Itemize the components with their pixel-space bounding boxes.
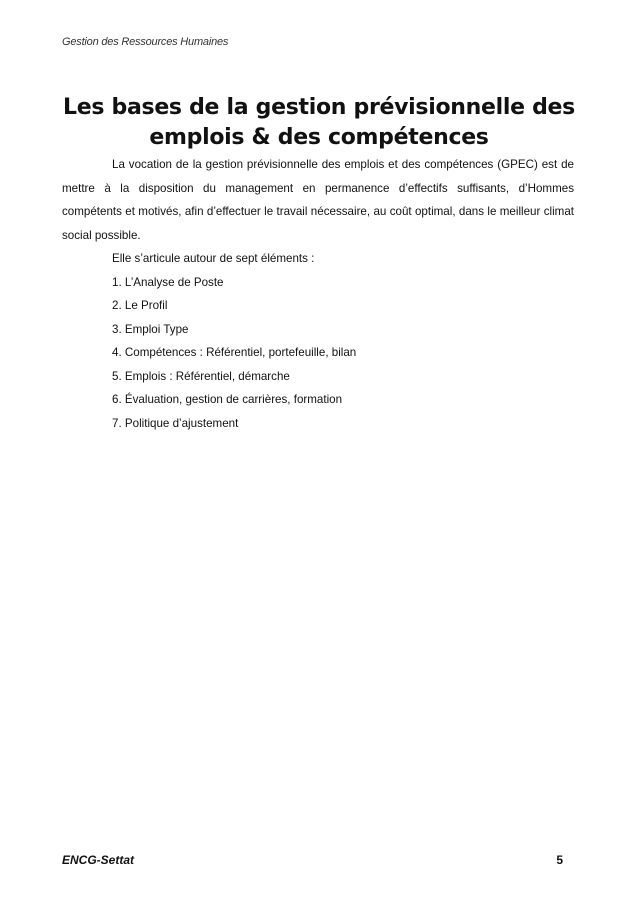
list-item: 1. L’Analyse de Poste xyxy=(112,275,224,289)
list-item: 2. Le Profil xyxy=(112,299,168,312)
page-number: 5 xyxy=(556,853,563,867)
running-header: Gestion des Ressources Humaines xyxy=(62,36,229,48)
list-item: 4. Compétences : Référentiel, portefeuille, bilan xyxy=(112,346,357,359)
list-item: 5. Emplois : Référentiel, démarche xyxy=(112,369,290,383)
elements-list xyxy=(62,271,574,436)
list-item: 6. Évaluation, gestion de carrières, formation xyxy=(112,393,343,406)
list-intro: Elle s’articule autour de sept éléments : xyxy=(112,252,315,265)
document-body xyxy=(62,153,574,435)
page-title: Les bases de la gestion prévisionnelle des emplois & des compétences xyxy=(63,94,575,150)
intro-paragraph: La vocation de la gestion prévisionnelle des emplois et des compétences (GPEC) est de mettre à la disposition du management en permanence d’effectifs suffisants, d’Hommes compétents et motivés, afin d’effectuer le travail nécessaire, au coût optimal, dans le meilleur climat social possible. xyxy=(62,158,574,242)
list-item: 7. Politique d’ajustement xyxy=(112,416,239,430)
footer-school: ENCG-Settat xyxy=(62,853,135,867)
list-item: 3. Emploi Type xyxy=(112,322,189,336)
